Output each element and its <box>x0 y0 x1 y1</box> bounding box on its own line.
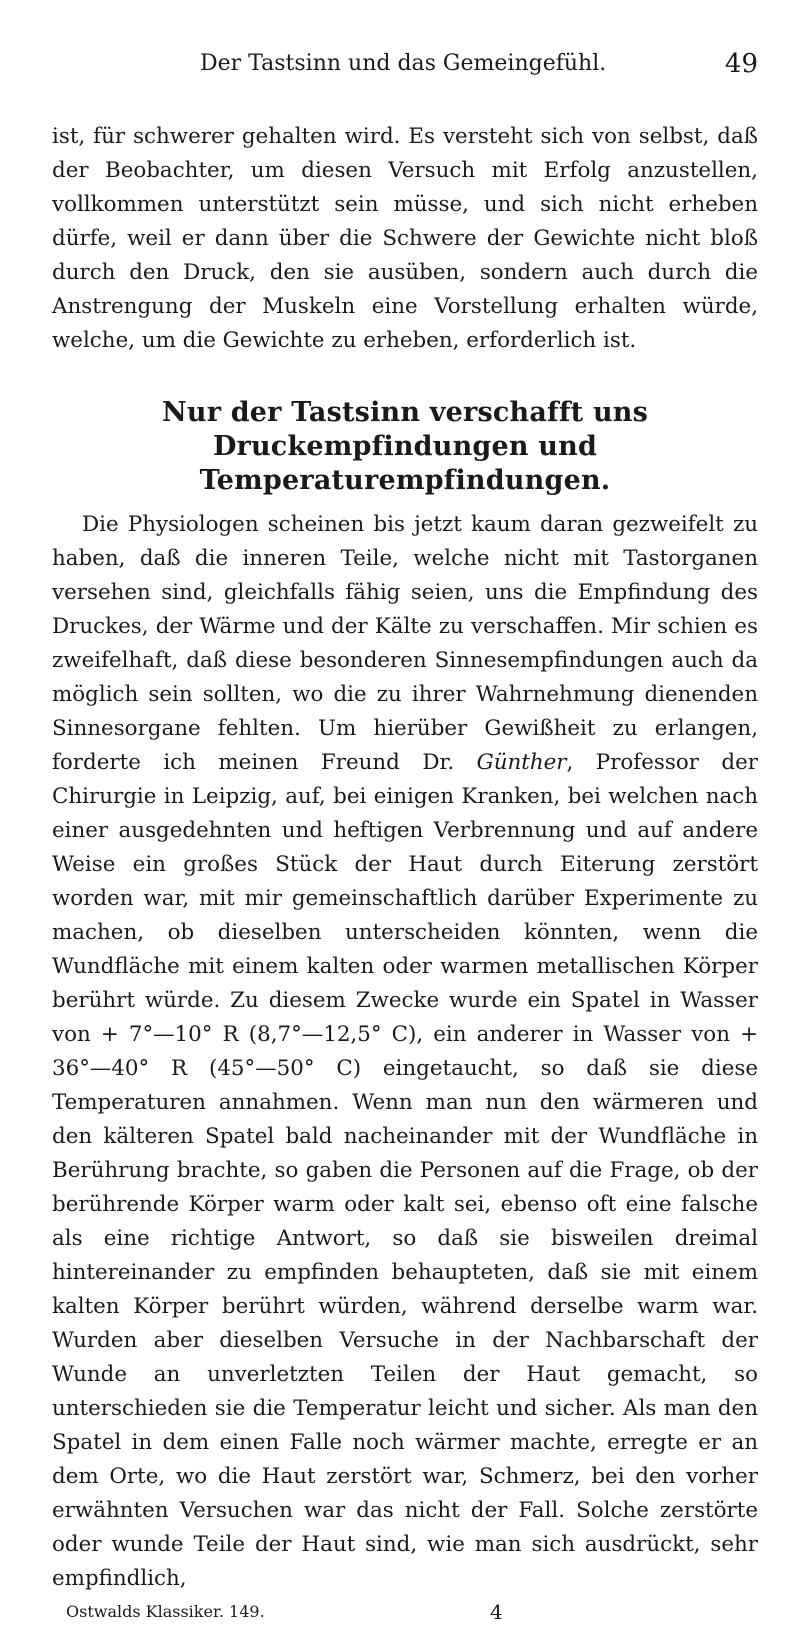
book-page <box>52 44 758 1626</box>
paragraph-text-end: , Professor der Chirurgie in Leipzig, auf, bei einigen Kranken, bei welchen nach einer ausgedehnten und heftigen Verbrennung und auf andere Weise ein großes Stück der Haut durch Eiterung zerstört worden war, mit mir gemeinschaftlich darüber Experimente zu machen, ob dieselben unterscheiden könnten, wenn die Wundfläche mit einem kalten oder warmen metallischen Körper berührt würde. Zu diesem Zwecke wurde ein Spatel in Wasser von + 7°—10° R (8,7°—12,5° C), ein anderer in Wasser von + 36°—40° R (45°—50° C) eingetaucht, so daß sie diese Temperaturen annahmen. Wenn man nun den wärmeren und den kälteren Spatel bald nacheinander mit der Wundfläche in Berührung brachte, so gaben die Personen auf die Frage, ob der berührende Körper warm oder kalt sei, ebenso oft eine falsche als eine richtige Antwort, so daß sie bisweilen dreimal hintereinander zu empfinden behaupteten, daß sie mit einem kalten Körper berührt würden, während derselbe warm war. Wurden aber dieselben Versuche in der Nachbarschaft der Wunde an unverletzten Teilen der Haut gemacht, so unterschieden sie die Temperatur leicht und sicher. Als man den Spatel in dem einen Falle noch wärmer machte, erregte er an dem Orte, wo die Haut zerstört war, Schmerz, bei den vorher erwähnten Versuchen war das nicht der Fall. Solche zerstörte oder wunde Teile der Haut sind, wie man sich ausdrückt, sehr empfindlich, <box>52 750 758 1591</box>
paragraph-experiment <box>52 508 758 1596</box>
person-name: Günther <box>476 750 567 775</box>
paragraph-continued: ist, für schwerer gehalten wird. Es versteht sich von selbst, daß der Beobachter, um diesen Versuch mit Erfolg anzustellen, vollkommen unterstützt sein müsse, und sich nicht erheben dürfe, weil er dann über die Schwere der Gewichte nicht bloß durch den Druck, den sie ausüben, sondern auch durch die Anstrengung der Muskeln eine Vorstellung erhalten würde, welche, um die Gewichte zu erheben, erforderlich ist. <box>52 124 758 353</box>
signature-mark: 4 <box>490 1600 503 1624</box>
running-title: Der Tastsinn und das Gemeingefühl. <box>200 51 607 76</box>
page-footer <box>52 1598 758 1626</box>
running-head <box>52 44 758 84</box>
series-imprint: Ostwalds Klassiker. 149. <box>66 1602 265 1621</box>
page-number: 49 <box>724 49 758 79</box>
paragraph-text-start: Die Physiologen scheinen bis jetzt kaum daran gezweifelt zu haben, daß die inneren Teile, welche nicht mit Tastorganen versehen sind, gleichfalls fähig seien, uns die Empfindung des Druckes, der Wärme und der Kälte zu verschaffen. Mir schien es zweifelhaft, daß diese besonderen Sinnesempfindungen auch da möglich sein sollten, wo die zu ihrer Wahrnehmung dienenden Sinnesorgane fehlten. Um hierüber Gewißheit zu erlangen, forderte ich meinen Freund Dr. <box>52 512 758 775</box>
section-heading: Nur der Tastsinn verschafft uns Druckempfindungen und Temperaturempfindungen. <box>161 397 649 496</box>
